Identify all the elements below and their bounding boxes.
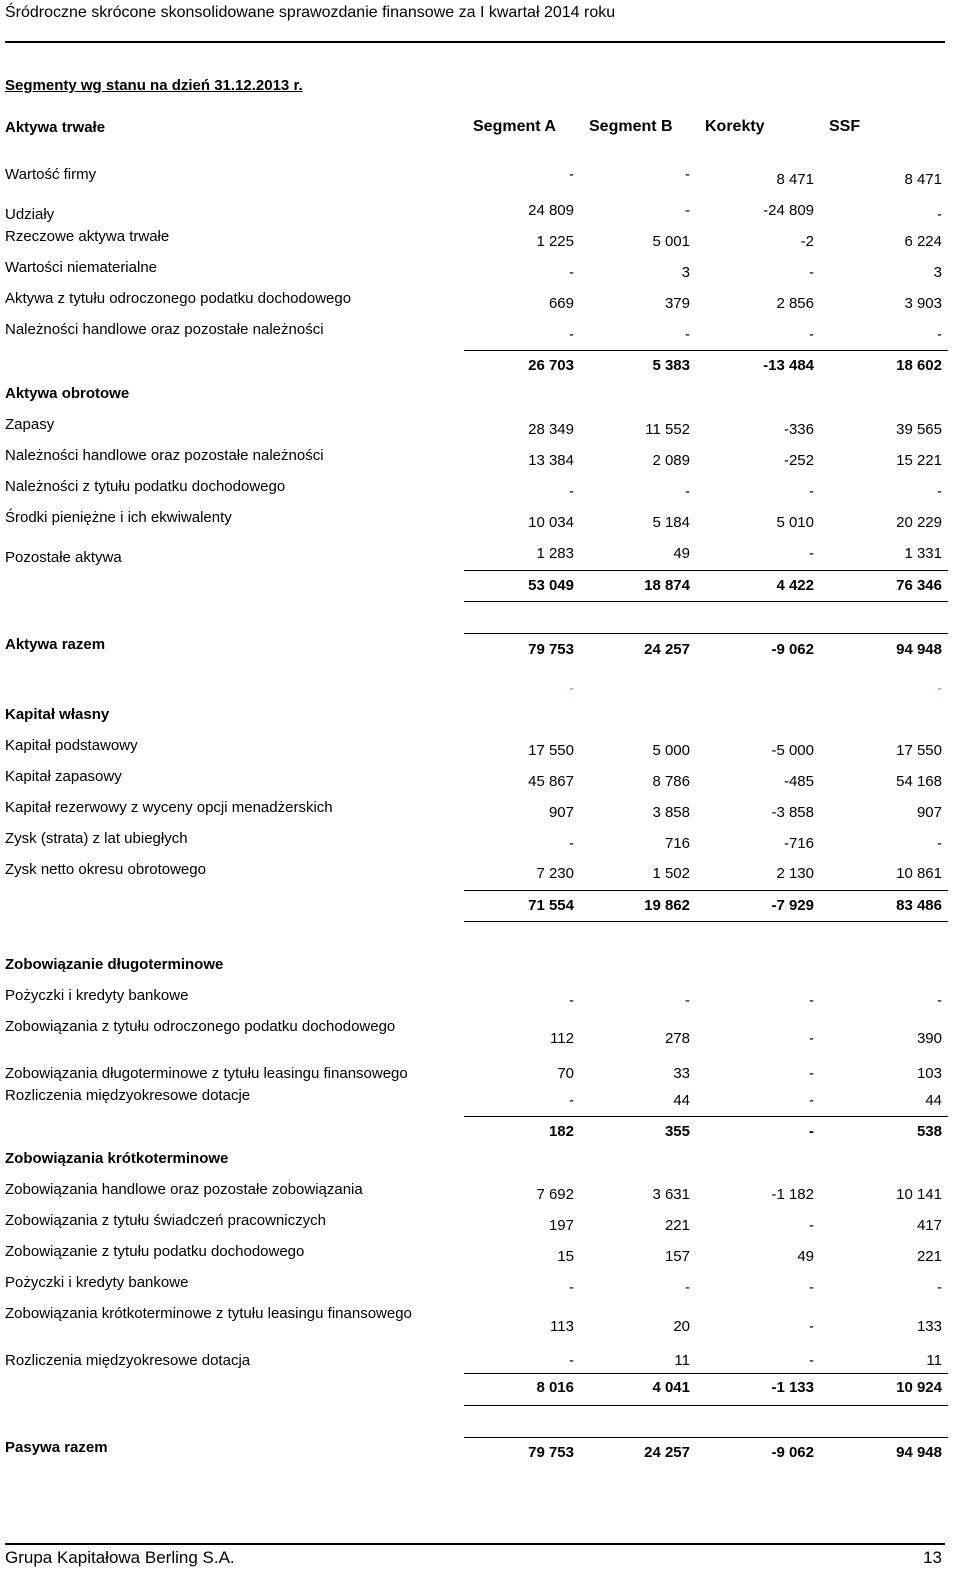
cell-value: - — [809, 1030, 814, 1047]
cell-value: 24 809 — [528, 202, 574, 219]
cell-value: 2 130 — [776, 865, 814, 882]
cell-value: - — [569, 1279, 574, 1296]
row-label: Pożyczki i kredyty bankowe — [5, 1274, 189, 1291]
subtotal-line — [464, 1405, 948, 1406]
cell-value: 28 349 — [528, 421, 574, 438]
cell-value: -2 — [800, 233, 814, 250]
row-label: Rzeczowe aktywa trwałe — [5, 228, 170, 245]
cell-value: 54 168 — [896, 773, 942, 790]
cell-value: 3 858 — [652, 804, 690, 821]
row-label: Wartości niematerialne — [5, 259, 157, 276]
cell-value: 10 034 — [528, 514, 574, 531]
cell-value: -24 809 — [763, 202, 814, 219]
subtotal-value: 19 862 — [644, 897, 690, 914]
cell-value: - — [809, 326, 814, 343]
total-value: 94 948 — [896, 641, 942, 658]
cell-value: 3 631 — [652, 1186, 690, 1203]
subtotal-value: 10 924 — [896, 1379, 942, 1396]
cell-value: 197 — [548, 1217, 574, 1234]
cell-value: 44 — [673, 1092, 690, 1109]
subtotal-line — [464, 1116, 948, 1117]
subtotal-value: 53 049 — [528, 577, 574, 594]
cell-value: - — [809, 545, 814, 562]
column-header: Korekty — [705, 118, 765, 135]
cell-value: 112 — [550, 1030, 574, 1047]
total-value: 79 753 — [528, 1444, 574, 1461]
cell-value: - — [685, 1279, 690, 1296]
cell-value: 1 502 — [652, 865, 690, 882]
aktywa-razem-label: Aktywa razem — [5, 636, 106, 653]
row-label: Pozostałe aktywa — [5, 549, 122, 566]
cell-value: 907 — [548, 804, 574, 821]
cell-value: 221 — [916, 1248, 942, 1265]
subtotal-value: 182 — [548, 1123, 574, 1140]
row-label: Należności z tytułu podatku dochodowego — [5, 478, 286, 495]
column-header: Segment A — [473, 118, 556, 135]
row-label: Zysk (strata) z lat ubiegłych — [5, 830, 188, 847]
cell-value: 70 — [557, 1065, 574, 1082]
cell-value: 417 — [916, 1217, 942, 1234]
row-label: Zobowiązania z tytułu świadczeń pracowniczych — [5, 1212, 326, 1229]
cell-value: - — [809, 483, 814, 500]
cell-value: -5 000 — [771, 742, 814, 759]
row-label: Udziały — [5, 206, 55, 223]
subtotal-value: 8 016 — [536, 1379, 574, 1396]
cell-value: -252 — [783, 452, 814, 469]
cell-value: 44 — [925, 1092, 942, 1109]
cell-value: 278 — [664, 1030, 690, 1047]
pasywa-razem-label: Pasywa razem — [5, 1439, 108, 1456]
cell-value: 907 — [916, 804, 942, 821]
subtotal-value: 5 383 — [652, 357, 690, 374]
row-label: Kapitał rezerwowy z wyceny opcji menadżerskich — [5, 799, 333, 816]
heading-aktywa-obrotowe: Aktywa obrotowe — [5, 385, 130, 402]
total-value: -9 062 — [771, 1444, 814, 1461]
subtotal-value: 4 041 — [652, 1379, 690, 1396]
row-label: Zobowiązanie z tytułu podatku dochodowego — [5, 1243, 305, 1260]
cell-value: 3 903 — [904, 295, 942, 312]
subtotal-line — [464, 1373, 948, 1374]
heading-aktywa-trwale: Aktywa trwałe — [5, 119, 106, 136]
row-label: Rozliczenia międzyokresowe dotacje — [5, 1087, 251, 1104]
row-label: Kapitał podstawowy — [5, 737, 138, 754]
cell-value: 17 550 — [528, 742, 574, 759]
cell-value: 3 — [933, 264, 942, 281]
footer-company: Grupa Kapitałowa Berling S.A. — [5, 1548, 235, 1567]
cell-value: 5 000 — [652, 742, 690, 759]
row-label: Zysk netto okresu obrotowego — [5, 861, 206, 878]
cell-value: 11 552 — [645, 421, 690, 438]
cell-value: 8 471 — [904, 171, 942, 188]
heading-kapital-wlasny: Kapitał własny — [5, 706, 110, 723]
cell-value: -3 858 — [771, 804, 814, 821]
cell-value: - — [809, 1318, 814, 1335]
row-label: Należności handlowe oraz pozostałe należności — [5, 321, 324, 338]
subtotal-line — [464, 570, 948, 571]
cell-value: 133 — [916, 1318, 942, 1335]
subtotal-value: 26 703 — [528, 357, 574, 374]
cell-value: 11 — [926, 1352, 942, 1369]
cell-value: 39 565 — [896, 421, 942, 438]
cell-value: 390 — [916, 1030, 942, 1047]
cell-value: - — [809, 1092, 814, 1109]
subtotal-value: -1 133 — [771, 1379, 814, 1396]
cell-value: 157 — [664, 1248, 690, 1265]
cell-value: -1 182 — [771, 1186, 814, 1203]
page-number: 13 — [923, 1548, 942, 1567]
subtotal-value: 71 554 — [528, 897, 574, 914]
column-header: Segment B — [589, 118, 673, 135]
cell-value: - — [937, 326, 942, 343]
cell-value: 8 786 — [652, 773, 690, 790]
cell-value: 49 — [797, 1248, 814, 1265]
cell-value: 17 550 — [896, 742, 942, 759]
cell-value: 1 225 — [536, 233, 574, 250]
header-divider — [5, 41, 945, 43]
cell-value: - — [809, 1217, 814, 1234]
cell-value: 15 — [557, 1248, 574, 1265]
cell-value: 669 — [548, 295, 574, 312]
cell-value: - — [685, 326, 690, 343]
cell-value: - — [569, 992, 574, 1009]
subtotal-value: 18 874 — [644, 577, 690, 594]
cell-value: 7 230 — [536, 865, 574, 882]
cell-value: 5 184 — [652, 514, 690, 531]
row-label: Wartość firmy — [5, 166, 97, 183]
cell-value: -336 — [783, 421, 814, 438]
cell-value: - — [569, 1352, 574, 1369]
cell-value: - — [809, 1065, 814, 1082]
cell-value: 5 010 — [776, 514, 814, 531]
cell-value: 7 692 — [536, 1186, 574, 1203]
cell-value: - — [569, 166, 574, 183]
row-label: Środki pieniężne i ich ekwiwalenty — [5, 509, 232, 526]
cell-value: 10 141 — [896, 1186, 942, 1203]
cell-value: - — [685, 483, 690, 500]
cell-value: - — [685, 992, 690, 1009]
check-mark: - — [569, 680, 574, 697]
row-label: Zobowiązania handlowe oraz pozostałe zobowiązania — [5, 1181, 363, 1198]
cell-value: 11 — [674, 1352, 690, 1369]
cell-value: 5 001 — [652, 233, 690, 250]
subtotal-line — [464, 890, 948, 891]
cell-value: -716 — [783, 835, 814, 852]
total-line — [464, 633, 948, 634]
cell-value: 2 089 — [652, 452, 690, 469]
cell-value: 10 861 — [896, 865, 942, 882]
total-value: 24 257 — [644, 641, 690, 658]
row-label: Zapasy — [5, 416, 55, 433]
cell-value: 49 — [673, 545, 690, 562]
cell-value: 15 221 — [896, 452, 942, 469]
cell-value: - — [685, 202, 690, 219]
cell-value: - — [937, 835, 942, 852]
cell-value: - — [569, 264, 574, 281]
subtotal-value: 83 486 — [896, 897, 942, 914]
subtotal-value: 355 — [664, 1123, 690, 1140]
total-value: 24 257 — [644, 1444, 690, 1461]
cell-value: 221 — [664, 1217, 690, 1234]
cell-value: - — [569, 326, 574, 343]
total-value: 79 753 — [528, 641, 574, 658]
subtotal-value: -7 929 — [771, 897, 814, 914]
subtotal-value: 18 602 — [896, 357, 942, 374]
cell-value: 33 — [673, 1065, 690, 1082]
cell-value: 6 224 — [904, 233, 942, 250]
total-line — [464, 1437, 948, 1438]
subtotal-value: - — [809, 1123, 814, 1140]
cell-value: 113 — [550, 1318, 574, 1335]
cell-value: 716 — [664, 835, 690, 852]
subtotal-value: 76 346 — [896, 577, 942, 594]
total-value: -9 062 — [771, 641, 814, 658]
subtotal-line — [464, 601, 948, 602]
row-label: Zobowiązania z tytułu odroczonego podatku dochodowego — [5, 1018, 396, 1035]
row-label: Należności handlowe oraz pozostałe należności — [5, 447, 324, 464]
cell-value: 20 229 — [896, 514, 942, 531]
cell-value: - — [809, 992, 814, 1009]
cell-value: 3 — [681, 264, 690, 281]
column-header: SSF — [829, 118, 861, 135]
row-label: Rozliczenia międzyokresowe dotacja — [5, 1352, 251, 1369]
heading-zobowiazania-krotkoterminowe: Zobowiązania krótkoterminowe — [5, 1150, 229, 1167]
section-title: Segmenty wg stanu na dzień 31.12.2013 r. — [5, 77, 303, 94]
cell-value: 1 331 — [904, 545, 942, 562]
check-mark: - — [937, 680, 942, 697]
row-label: Kapitał zapasowy — [5, 768, 122, 785]
footer-divider — [5, 1543, 945, 1545]
subtotal-value: 538 — [916, 1123, 942, 1140]
subtotal-value: 4 422 — [776, 577, 814, 594]
cell-value: - — [569, 835, 574, 852]
cell-value: - — [685, 166, 690, 183]
subtotal-line — [464, 350, 948, 351]
cell-value: 13 384 — [528, 452, 574, 469]
cell-value: 2 856 — [776, 295, 814, 312]
cell-value: - — [937, 206, 942, 223]
cell-value: - — [809, 1279, 814, 1296]
cell-value: 45 867 — [528, 773, 574, 790]
subtotal-value: -13 484 — [763, 357, 814, 374]
cell-value: 20 — [673, 1318, 690, 1335]
cell-value: - — [937, 992, 942, 1009]
cell-value: 103 — [916, 1065, 942, 1082]
cell-value: - — [569, 1092, 574, 1109]
cell-value: - — [809, 264, 814, 281]
cell-value: 1 283 — [536, 545, 574, 562]
row-label: Pożyczki i kredyty bankowe — [5, 987, 189, 1004]
cell-value: - — [937, 1279, 942, 1296]
total-value: 94 948 — [896, 1444, 942, 1461]
cell-value: 8 471 — [776, 171, 814, 188]
cell-value: - — [569, 483, 574, 500]
cell-value: -485 — [783, 773, 814, 790]
cell-value: - — [809, 1352, 814, 1369]
row-label: Zobowiązania długoterminowe z tytułu leasingu finansowego — [5, 1065, 408, 1082]
cell-value: - — [937, 483, 942, 500]
document-title: Śródroczne skrócone skonsolidowane sprawozdanie finansowe za I kwartał 2014 roku — [5, 4, 616, 21]
row-label: Aktywa z tytułu odroczonego podatku dochodowego — [5, 290, 352, 307]
cell-value: 379 — [664, 295, 690, 312]
heading-zobowiazania-dlugoterminowe: Zobowiązanie długoterminowe — [5, 956, 224, 973]
subtotal-line — [464, 921, 948, 922]
row-label: Zobowiązania krótkoterminowe z tytułu leasingu finansowego — [5, 1305, 412, 1322]
